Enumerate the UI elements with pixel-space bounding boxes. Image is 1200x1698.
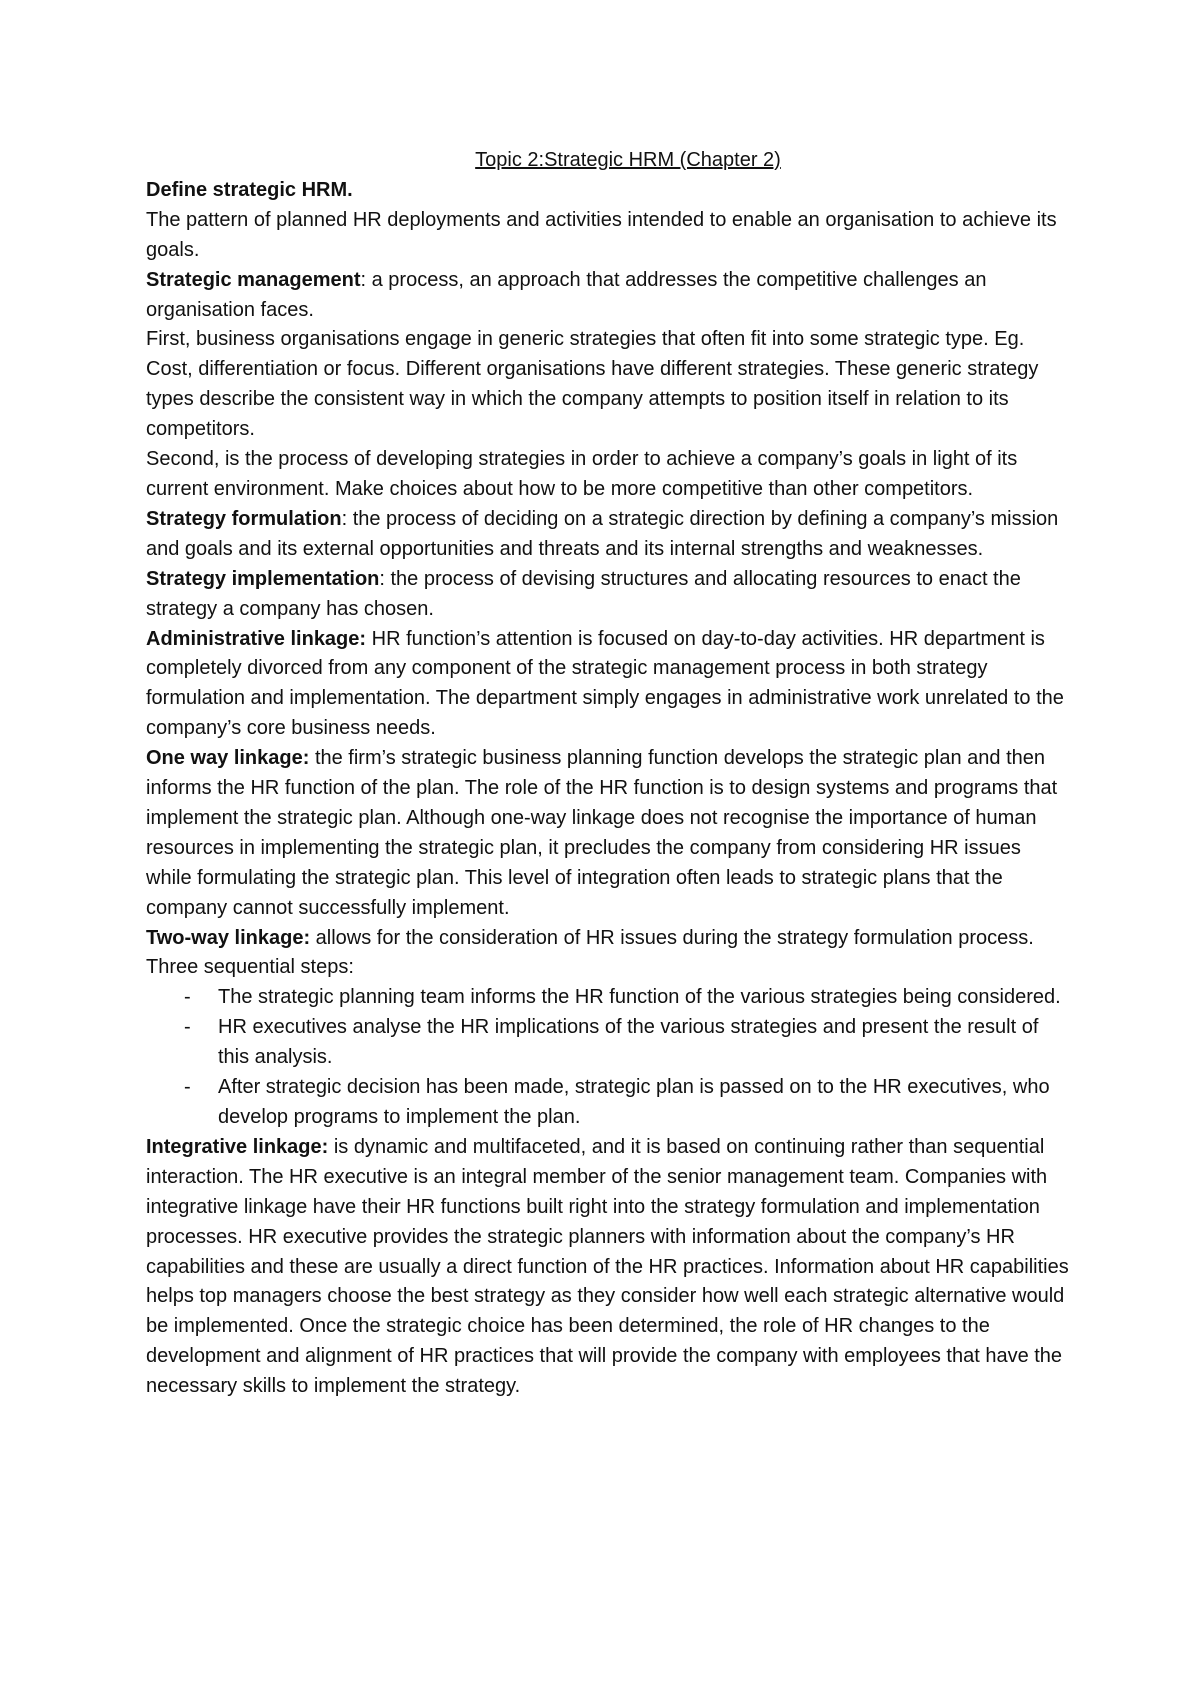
strategy-implementation-paragraph	[146, 565, 1070, 625]
list-item	[146, 1073, 1070, 1133]
strategic-management-paragraph	[146, 266, 1070, 326]
list-item-text: The strategic planning team informs the HR function of the various strategies being considered.	[218, 986, 1061, 1009]
administrative-linkage-paragraph	[146, 625, 1070, 745]
define-text: The pattern of planned HR deployments and activities intended to enable an organisation to achieve its goals.	[146, 208, 1057, 261]
one-way-linkage-term: One way linkage:	[146, 747, 310, 770]
dash-bullet: -	[184, 1016, 191, 1039]
two-way-linkage-text: allows for the consideration of HR issues during the strategy formulation process. Three sequential steps:	[146, 926, 1034, 979]
sequential-steps-list	[146, 983, 1070, 1133]
strategy-formulation-paragraph	[146, 505, 1070, 565]
integrative-linkage-text: is dynamic and multifaceted, and it is based on continuing rather than sequential interaction. The HR executive is an integral member of the senior management team. Companies with integrative linkage have their HR functions built right into the strategy formulation and implementation processes. HR executive provides the strategic planners with information about the company’s HR capabilities and these are usually a direct function of the HR practices. Information about HR capabilities helps top managers choose the best strategy as they consider how well each strategic alternative would be implemented. Once the strategic choice has been determined, the role of HR changes to the development and alignment of HR practices that will provide the company with employees that have the necessary skills to implement the strategy.	[146, 1135, 1069, 1398]
integrative-linkage-paragraph	[146, 1133, 1070, 1402]
list-item-text: HR executives analyse the HR implications of the various strategies and present the result of this analysis.	[218, 1016, 1039, 1069]
strategic-management-term: Strategic management	[146, 268, 361, 291]
strategy-formulation-term: Strategy formulation	[146, 507, 342, 530]
second-paragraph: Second, is the process of developing strategies in order to achieve a company’s goals in light of its current environment. Make choices about how to be more competitive than other competitors.	[146, 448, 1018, 500]
first-paragraph: First, business organisations engage in generic strategies that often fit into some strategic type. Eg. Cost, differentiation or focus. Different organisations have different strategies. These generic strategy types describe the consistent way in which the company attempts to position itself in relation to its competitors.	[146, 328, 1039, 441]
list-item-text: After strategic decision has been made, strategic plan is passed on to the HR executives, who develop programs to implement the plan.	[218, 1076, 1050, 1128]
strategic-management-text: : a process, an approach that addresses the competitive challenges an organisation faces.	[146, 268, 987, 321]
strategy-formulation-text: : the process of deciding on a strategic direction by defining a company’s mission and goals and its external opportunities and threats and its internal strengths and weaknesses.	[146, 507, 1059, 560]
administrative-linkage-term: Administrative linkage:	[146, 627, 367, 650]
strategy-implementation-term: Strategy implementation	[146, 567, 380, 590]
two-way-linkage-paragraph	[146, 924, 1070, 984]
list-item	[146, 983, 1070, 1013]
one-way-linkage-paragraph	[146, 744, 1070, 923]
two-way-linkage-term: Two-way linkage:	[146, 926, 311, 949]
one-way-linkage-text: the firm’s strategic business planning function develops the strategic plan and then informs the HR function of the plan. The role of the HR function is to design systems and programs that implement the strategic plan. Although one-way linkage does not recognise the importance of human resources in implementing the strategic plan, it precludes the company from considering HR issues while formulating the strategic plan. This level of integration often leads to strategic plans that the company cannot successfully implement.	[146, 747, 1058, 919]
dash-bullet: -	[184, 986, 191, 1009]
administrative-linkage-text: HR function’s attention is focused on day-to-day activities. HR department is completely divorced from any component of the strategic management process in both strategy formulation and implementation. The department simply engages in administrative work unrelated to the company’s core business needs.	[146, 627, 1064, 740]
strategy-implementation-text: : the process of devising structures and allocating resources to enact the strategy a company has chosen.	[146, 567, 1021, 620]
define-heading: Define strategic HRM.	[146, 178, 353, 201]
list-item	[146, 1013, 1070, 1073]
document-title: Topic 2:Strategic HRM (Chapter 2)	[475, 149, 781, 171]
dash-bullet: -	[184, 1076, 191, 1099]
integrative-linkage-term: Integrative linkage:	[146, 1135, 329, 1158]
document-page	[146, 146, 1070, 1402]
